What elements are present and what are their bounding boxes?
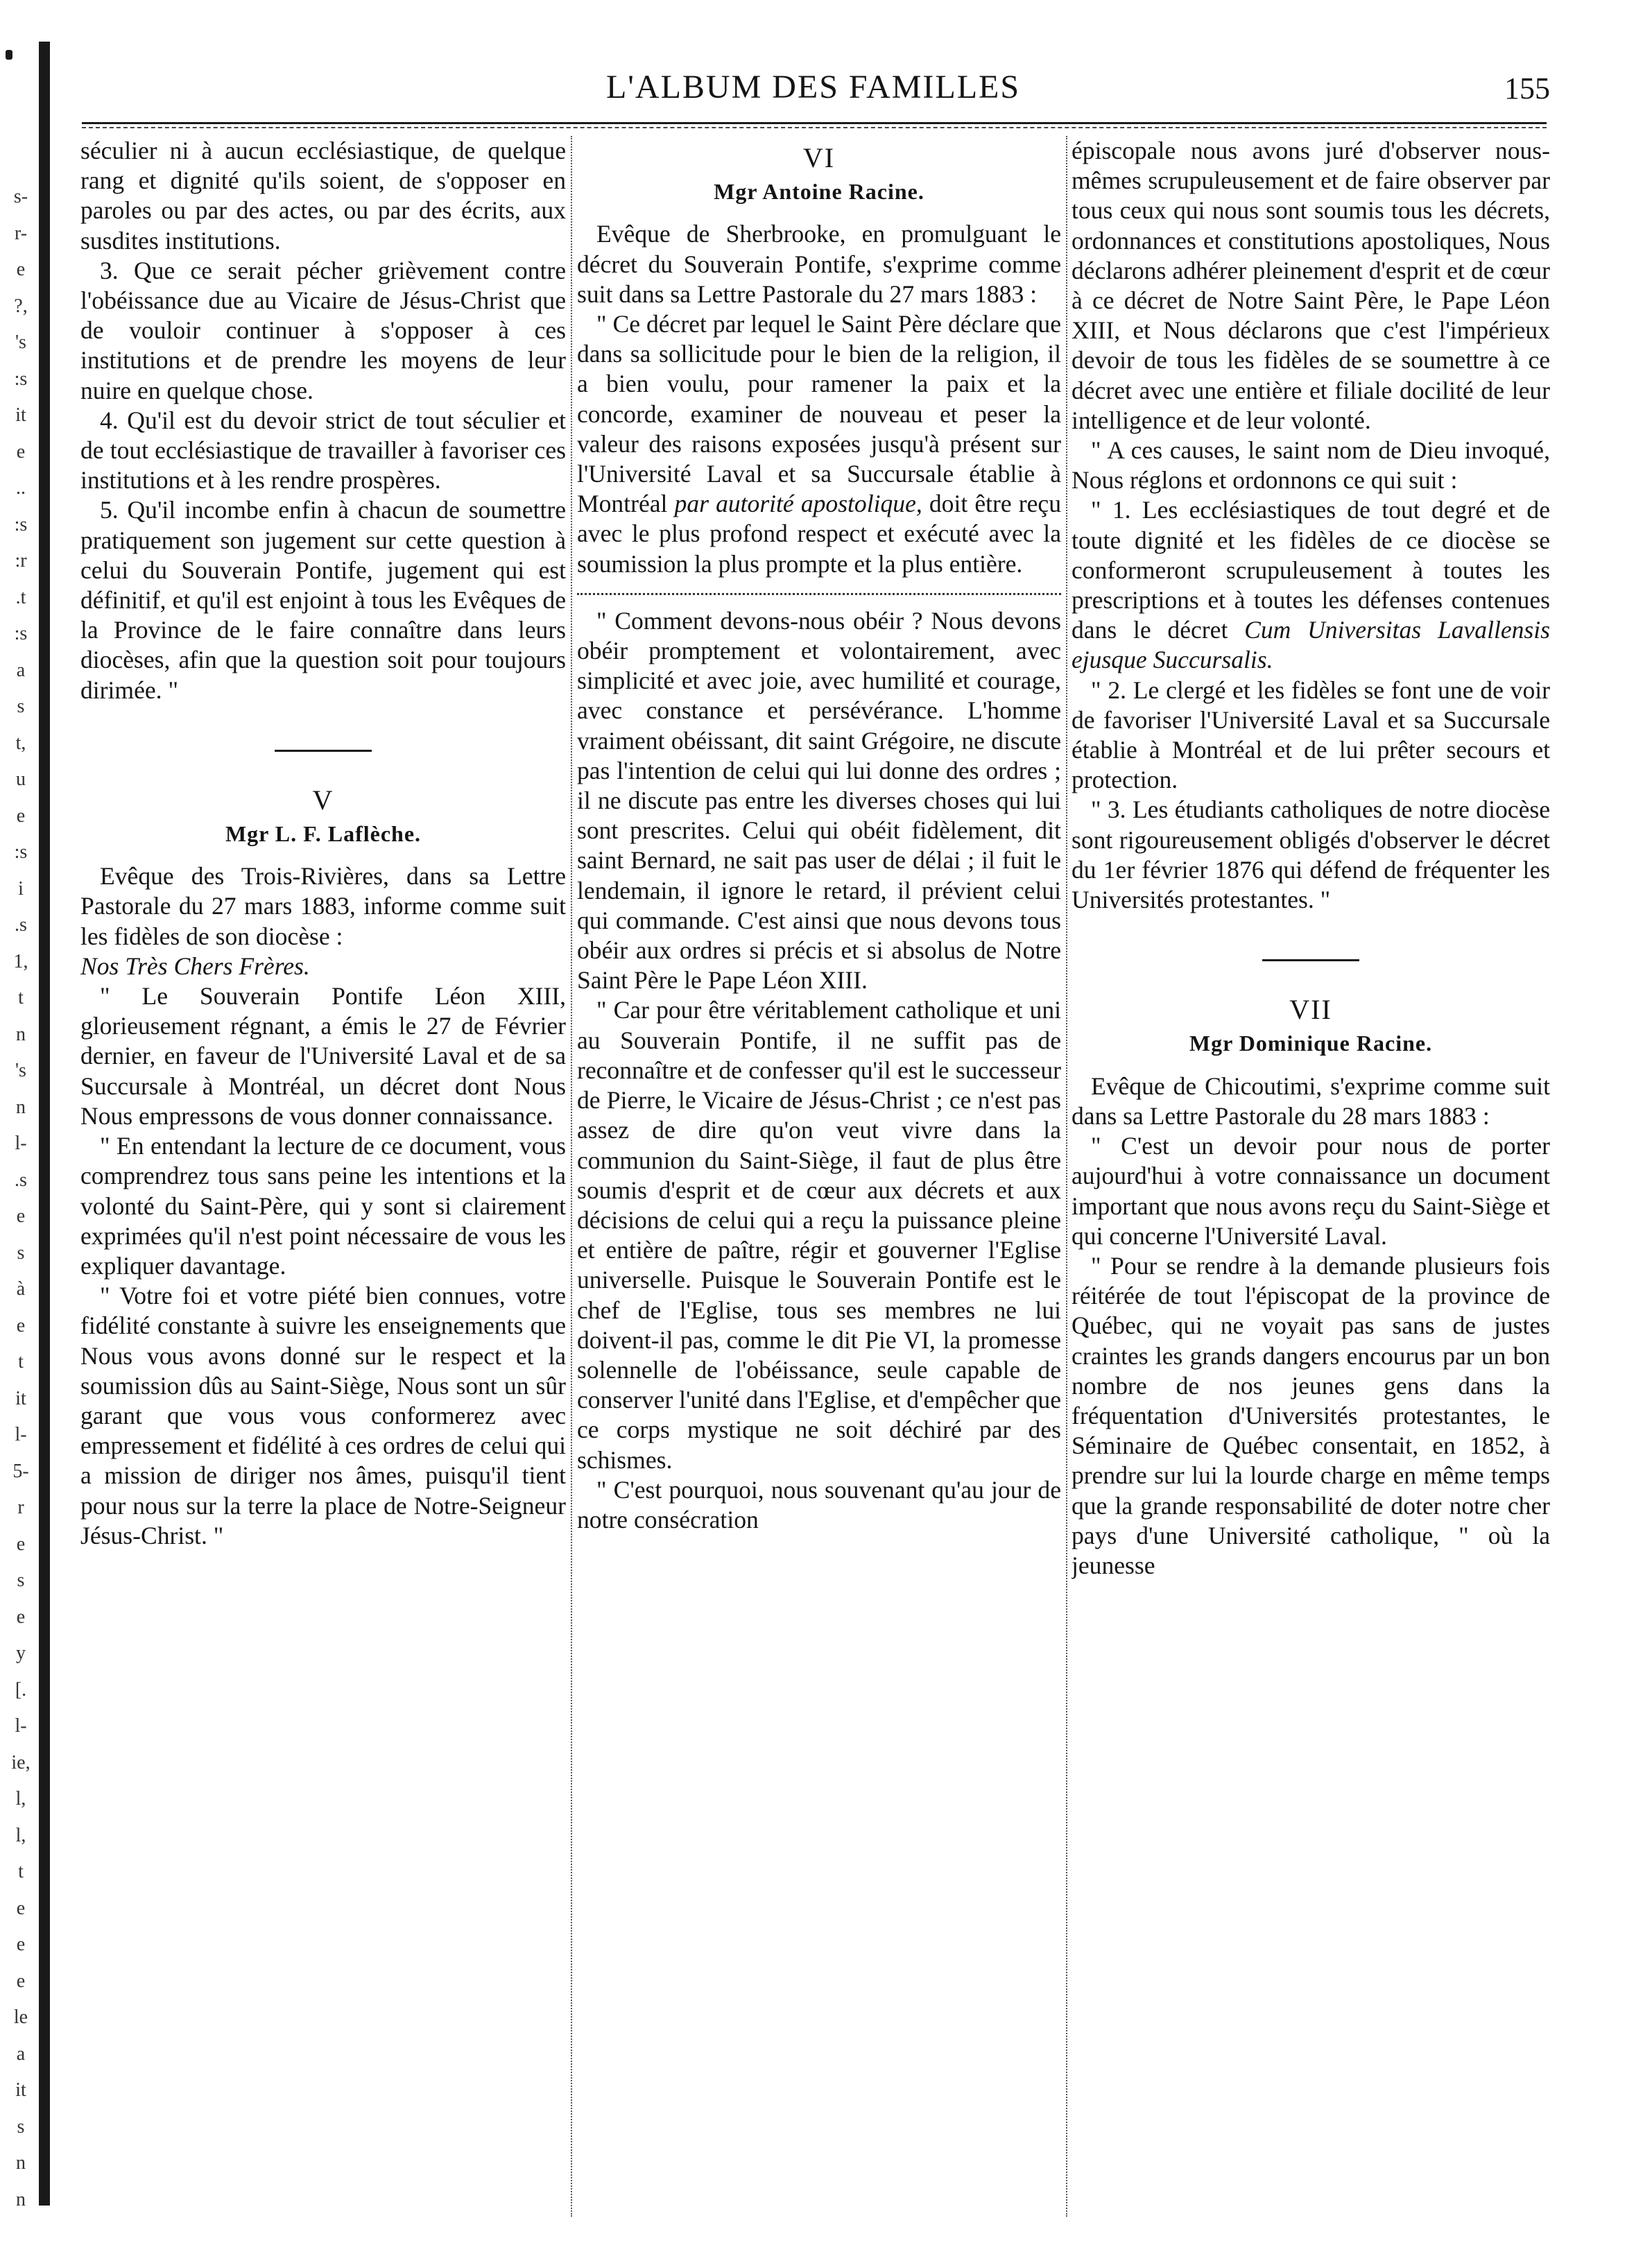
quote-text: doit être reçu avec le plus profond respect et exécuté avec la soumission la plus prompte et la plus entière. [577, 490, 1061, 578]
section-separator [1262, 959, 1359, 961]
margin-fragment: e [16, 1897, 26, 1919]
bishop-name: Mgr Antoine Racine. [714, 179, 924, 205]
margin-fragment: e [16, 1205, 26, 1227]
margin-fragment: 's [15, 332, 26, 353]
paragraph-continuation: séculier ni à aucun ecclésiastique, de quelque rang et dignité qu'ils soient, de s'opposer en paroles ou par des actes, ou par des écrits, aux susdites institutions. [80, 137, 566, 255]
margin-fragment: :s [14, 841, 28, 863]
margin-fragment: :s [14, 368, 28, 390]
intro-paragraph: Evêque de Sherbrooke, en promulguant le décret du Souverain Pontife, s'exprime comme suit dans sa Lettre Pastorale du 27 mars 1883 : [577, 220, 1061, 308]
margin-fragment: e [16, 1314, 26, 1336]
margin-fragment: u [16, 768, 26, 790]
margin-fragment: t, [15, 732, 26, 754]
margin-fragment: e [16, 805, 26, 827]
article-3: " 3. Les étudiants catholiques de notre diocèse sont rigoureusement obligés d'observer le décret du 1er février 1876 qui défend de fréquenter les Universités protestantes. " [1072, 796, 1550, 914]
margin-fragment: l, [15, 1788, 26, 1810]
binding-spine [39, 42, 50, 2206]
margin-fragment: s [17, 1570, 25, 1591]
article-text: " 1. Les ecclésiastiques de tout degré et de toute dignité et les fidèles de ce diocèse se conformeront scrupuleusement à toutes les prescriptions et à toutes les défenses contenues dans le décret [1072, 496, 1550, 644]
column-divider [571, 136, 572, 2217]
margin-fragment: s [17, 1241, 25, 1264]
section-separator [275, 750, 372, 752]
margin-fragment: y [16, 1642, 26, 1664]
margin-fragment: r [17, 1497, 24, 1518]
margin-fragment: s- [13, 186, 28, 207]
margin-fragment: ?, [14, 295, 28, 317]
margin-fragment: 1, [13, 950, 28, 972]
margin-fragment: le [13, 2006, 28, 2028]
margin-fragment: n [16, 1096, 26, 1118]
margin-fragment: n [16, 2188, 26, 2210]
margin-fragment: .t [15, 586, 26, 608]
margin-fragment: i [18, 877, 24, 900]
section-heading-v: V [312, 784, 334, 816]
salutation: Nos Très Chers Frères. [80, 952, 310, 980]
margin-fragment: s [17, 696, 25, 717]
bishop-name: Mgr Dominique Racine. [1189, 1031, 1433, 1056]
header-rule [82, 122, 1547, 124]
margin-fragment: it [15, 1387, 26, 1409]
margin-fragment: :r [15, 550, 27, 571]
article-2: " 2. Le clergé et les fidèles se font une de voir de favoriser l'Université Laval et sa Succursale établie à Montréal et de lui prêter secours et protection. [1072, 676, 1550, 794]
section-heading-vi: VI [802, 142, 836, 173]
margin-fragment: it [15, 404, 26, 426]
margin-fragment: [. [15, 1678, 27, 1701]
margin-fragment: l, [15, 1824, 26, 1846]
margin-fragment: :s [14, 623, 28, 644]
margin-fragment: l- [15, 1424, 27, 1445]
running-title: L'ALBUM DES FAMILLES [605, 69, 1021, 105]
margin-fragment: e [16, 440, 26, 463]
column-divider [1066, 136, 1067, 2217]
intro-paragraph: Evêque de Chicoutimi, s'exprime comme suit dans sa Lettre Pastorale du 28 mars 1883 : [1072, 1072, 1550, 1130]
margin-fragment: l- [15, 1715, 27, 1737]
margin-fragment: l- [15, 1133, 27, 1154]
intro-paragraph: Evêque des Trois-Rivières, dans sa Lettre Pastorale du 27 mars 1883, informe comme suit les fidèles de son diocèse : [80, 862, 566, 950]
margin-fragment: à [16, 1278, 26, 1300]
quote-paragraph: " Pour se rendre à la demande plusieurs fois réitérée de tout l'épiscopat de la province de Québec, qui ne voyait pas sans de justes craintes les grands dangers encourus par un bon nombre de nos jeunes gens dans la fréquentation d'Universités protestantes, le Séminaire de Québec consentait, en 1852, à prendre sur lui la lourde charge en même temps que la grande responsabilité de doter notre cher pays d'une Université catholique, " où la jeunesse [1072, 1251, 1550, 1579]
quote-paragraph [577, 309, 1061, 579]
margin-fragment: .. [16, 477, 26, 499]
binding-mark [6, 50, 12, 60]
paragraph-item-3: 3. Que ce serait pécher grièvement contre l'obéissance due au Vicaire de Jésus-Christ que de vouloir continuer à s'opposer à ces institutions et de prendre les moyens de leur nuire en quelque chose. [80, 256, 566, 404]
column-right [1072, 136, 1550, 2210]
margin-fragment: s [17, 2115, 25, 2138]
margin-fragment: t [18, 1351, 24, 1373]
header-rule-dashed [82, 127, 1547, 128]
margin-fragment: 's [15, 1060, 26, 1081]
quote-paragraph: " C'est un devoir pour nous de porter aujourd'hui à votre connaissance un document important que nous avons reçu du Saint-Siège et qui concerne l'Université Laval. [1072, 1132, 1550, 1250]
margin-fragment: ie, [11, 1751, 31, 1773]
article-1 [1072, 495, 1550, 675]
margin-fragment: :s [14, 513, 28, 535]
margin-fragment: it [15, 2079, 26, 2101]
quote-paragraph: " Le Souverain Pontife Léon XIII, glorieusement régnant, a émis le 27 de Février dernier, en faveur de l'Université Laval et de sa Succursale à Montréal, un décret dont Nous Nous empressons de vous donner connaissance. [80, 982, 566, 1130]
page-header [76, 64, 1550, 119]
paragraph-continuation: épiscopale nous avons juré d'observer nous-mêmes scrupuleusement et de faire observer par tous ceux qui nous sont soumis tous les décrets, ordonnances et constitutions apostoliques, Nous déclarons adhérer pleinement d'esprit et de cœur à ce décret de Notre Saint Père, le Pape Léon XIII, et Nous déclarons que c'est l'impérieux devoir de tous les fidèles de se soumettre à ce décret avec une entière et filiale docilité de leur intelligence et de leur volonté. [1072, 137, 1550, 434]
margin-fragment: a [16, 659, 26, 681]
bishop-name: Mgr L. F. Laflèche. [225, 821, 422, 847]
margin-fragment: t [18, 987, 24, 1008]
paragraph-item-4: 4. Qu'il est du devoir strict de tout séculier et de tout ecclésiastique de travailler à favoriser ces institutions et à les rendre prospères. [80, 406, 566, 495]
margin-fragment: 5- [12, 1460, 29, 1482]
margin-fragment: r- [14, 222, 28, 244]
margin-fragment: .s [15, 914, 27, 936]
left-margin-scan-edge [0, 0, 76, 2252]
column-left [80, 136, 566, 2210]
page-number: 155 [1504, 71, 1550, 105]
quote-italic: par autorité apostolique, [674, 490, 922, 518]
quote-paragraph: " Comment devons-nous obéir ? Nous devons obéir promptement et volontairement, avec simplicité et avec joie, avec humilité et courage, avec constance et persévérance. L'homme vraiment obéissant, dit saint Grégoire, ne discute pas l'intention de celui qui lui donne des ordres ; il ne discute pas entre les diverses choses qui lui sont prescrites. Celui qui obéit fidèlement, dit saint Bernard, ne sait pas user de délai ; il fuit le lendemain, il ignore le retard, il prévient celui qui commande. C'est ainsi que nous devons tous obéir aux ordres si précis et si absolus de Notre Saint Père le Pape Léon XIII. [577, 606, 1061, 995]
decree-title: Cum Universitas Lavallensis ejusque Succursalis. [1072, 616, 1550, 674]
paragraph-item-5: 5. Qu'il incombe enfin à chacun de soumettre pratiquement son jugement sur cette question à celui du Souverain Pontife, jugement qui est définitif, et qu'il est enjoint à tous les Evêques de la Province de le faire connaître dans leurs diocèses, afin que la question soit pour toujours dirimée. " [80, 496, 566, 704]
quote-paragraph: " Car pour être véritablement catholique et uni au Souverain Pontife, il ne suffit pas de reconnaître et de confesser qu'il est le successeur de Pierre, le Vicaire de Jésus-Christ ; ce n'est pas assez de dire qu'on veut vivre dans la communion du Saint-Siège, il faut de plus être soumis d'esprit et de cœur aux décrets et aux décisions de celui qui a reçu la puissance pleine et entière de paître, régir et gouverner l'Eglise universelle. Puisque le Souverain Pontife est le chef de l'Eglise, tous ses membres ne lui doivent-il pas, comme le dit Pie VI, la promesse solennelle de l'obéissance, seule capable de conserver l'unité dans l'Eglise, et d'empêcher que ce corps mystique ne soit déchiré par des schismes. [577, 996, 1061, 1474]
margin-fragment: e [16, 1533, 26, 1555]
margin-fragment: e [16, 259, 26, 280]
margin-fragment: e [16, 1606, 26, 1628]
quote-paragraph: " En entendant la lecture de ce document, vous comprendrez tous sans peine les intentions et la volonté du Saint-Père, qui y sont si clairement exprimées qu'il n'est point nécessaire de vous les expliquer davantage. [80, 1132, 566, 1280]
section-heading-vii: VII [1289, 994, 1332, 1026]
dotted-separator [577, 593, 1061, 595]
margin-fragment: a [16, 2043, 26, 2065]
margin-fragment: t [18, 1861, 24, 1882]
quote-text: " Ce décret par lequel le Saint Père déclare que dans sa sollicitude pour le bien de la religion, il a bien voulu, pour ramener la paix et la concorde, examiner de nouveau et peser la valeur des raisons exposées jusqu'à présent sur l'Université Laval et sa Succursale établie à Montréal [577, 310, 1061, 518]
margin-fragment: .s [15, 1169, 27, 1191]
margin-fragment: n [16, 2152, 26, 2174]
quote-paragraph: " C'est pourquoi, nous souvenant qu'au jour de notre consécration [577, 1475, 1061, 1533]
margin-fragment: n [16, 1023, 26, 1045]
quote-paragraph: " Votre foi et votre piété bien connues, votre fidélité constante à suivre les enseignements que Nous vous avons donné sur le respect et la soumission dûs au Saint-Siège, Nous sont un sûr garant que vous vous conformerez avec empressement et fidélité à ces ordres de celui qui a mission de diriger nos âmes, puisqu'il tient pour nous sur la terre la place de Notre-Seigneur Jésus-Christ. " [80, 1282, 566, 1549]
margin-fragment: e [16, 1970, 26, 1992]
column-middle [577, 136, 1061, 2210]
margin-fragment: e [16, 1934, 26, 1955]
ordinance-intro: " A ces causes, le saint nom de Dieu invoqué, Nous réglons et ordonnons ce qui suit : [1072, 436, 1550, 495]
